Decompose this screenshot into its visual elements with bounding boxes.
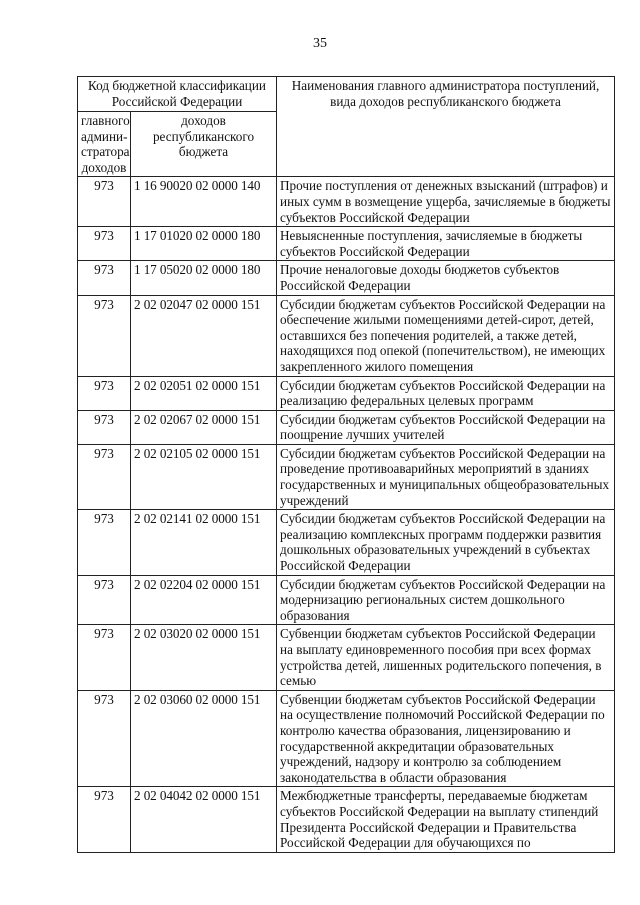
description-cell: Субсидии бюджетам субъектов Российской Федерации на модернизацию региональных систем дошкольного образования [277,575,615,625]
income-code-cell: 2 02 02105 02 0000 151 [131,444,277,509]
table-row [78,690,615,787]
description-cell: Прочие неналоговые доходы бюджетов субъектов Российской Федерации [277,261,615,295]
income-code-cell: 2 02 02141 02 0000 151 [131,510,277,575]
income-code-cell: 2 02 02047 02 0000 151 [131,295,277,376]
admin-code-cell: 973 [78,177,131,227]
table-row [78,227,615,261]
income-code-cell: 2 02 02204 02 0000 151 [131,575,277,625]
table-row [78,444,615,509]
income-code-cell: 1 17 05020 02 0000 180 [131,261,277,295]
budget-classification-table [77,76,615,853]
description-cell: Прочие поступления от денежных взысканий (штрафов) и иных сумм в возмещение ущерба, зачисляемые в бюджеты субъектов Российской Федерации [277,177,615,227]
table-row [78,787,615,852]
admin-code-cell: 973 [78,787,131,852]
income-code-cell: 2 02 04042 02 0000 151 [131,787,277,852]
table-row [78,625,615,690]
table-row [78,575,615,625]
admin-code-cell: 973 [78,227,131,261]
header-income-column: доходов республиканского бюджета [131,112,277,177]
table-row [78,510,615,575]
table-row [78,376,615,410]
description-cell: Межбюджетные трансферты, передаваемые бюджетам субъектов Российской Федерации на выплату стипендий Президента Российской Федерации и Правительства Российской Федерации для обучающихся по [277,787,615,852]
income-code-cell: 1 16 90020 02 0000 140 [131,177,277,227]
description-cell: Невыясненные поступления, зачисляемые в бюджеты субъектов Российской Федерации [277,227,615,261]
admin-code-cell: 973 [78,575,131,625]
header-code-group: Код бюджетной классификации Российской Федерации [78,77,277,112]
admin-code-cell: 973 [78,510,131,575]
table-row [78,295,615,376]
header-admin-column: главного админи-стратора доходов [78,112,131,177]
income-code-cell: 2 02 03060 02 0000 151 [131,690,277,787]
admin-code-cell: 973 [78,410,131,444]
description-cell: Субсидии бюджетам субъектов Российской Федерации на реализацию федеральных целевых программ [277,376,615,410]
admin-code-cell: 973 [78,690,131,787]
page-number: 35 [313,36,327,51]
income-code-cell: 2 02 02051 02 0000 151 [131,376,277,410]
description-cell: Субвенции бюджетам субъектов Российской Федерации на осуществление полномочий Российской Федерации по контролю качества образования, лицензированию и государственной аккредитации образовательных учреждений, надзору и контролю за соблюдением законодательства в области образования [277,690,615,787]
table-row [78,261,615,295]
admin-code-cell: 973 [78,625,131,690]
table-header [78,77,615,177]
description-cell: Субсидии бюджетам субъектов Российской Федерации на реализацию комплексных программ поддержки развития дошкольных образовательных учреждений в субъектах Российской Федерации [277,510,615,575]
description-cell: Субсидии бюджетам субъектов Российской Федерации на проведение противоаварийных мероприятий в зданиях государственных и муниципальных общеобразовательных учреждений [277,444,615,509]
admin-code-cell: 973 [78,261,131,295]
income-code-cell: 2 02 02067 02 0000 151 [131,410,277,444]
admin-code-cell: 973 [78,376,131,410]
admin-code-cell: 973 [78,444,131,509]
description-cell: Субвенции бюджетам субъектов Российской Федерации на выплату единовременного пособия при всех формах устройства детей, лишенных родительского попечения, в семью [277,625,615,690]
description-cell: Субсидии бюджетам субъектов Российской Федерации на обеспечение жилыми помещениями детей-сирот, детей, оставшихся без попечения родителей, а также детей, находящихся под опекой (попечительством), не имеющих закрепленного жилого помещения [277,295,615,376]
table-row [78,410,615,444]
header-name-column: Наименования главного администратора поступлений, вида доходов республиканского бюджета [277,77,615,177]
admin-code-cell: 973 [78,295,131,376]
table-row [78,177,615,227]
table-body [78,177,615,852]
description-cell: Субсидии бюджетам субъектов Российской Федерации на поощрение лучших учителей [277,410,615,444]
income-code-cell: 2 02 03020 02 0000 151 [131,625,277,690]
income-code-cell: 1 17 01020 02 0000 180 [131,227,277,261]
